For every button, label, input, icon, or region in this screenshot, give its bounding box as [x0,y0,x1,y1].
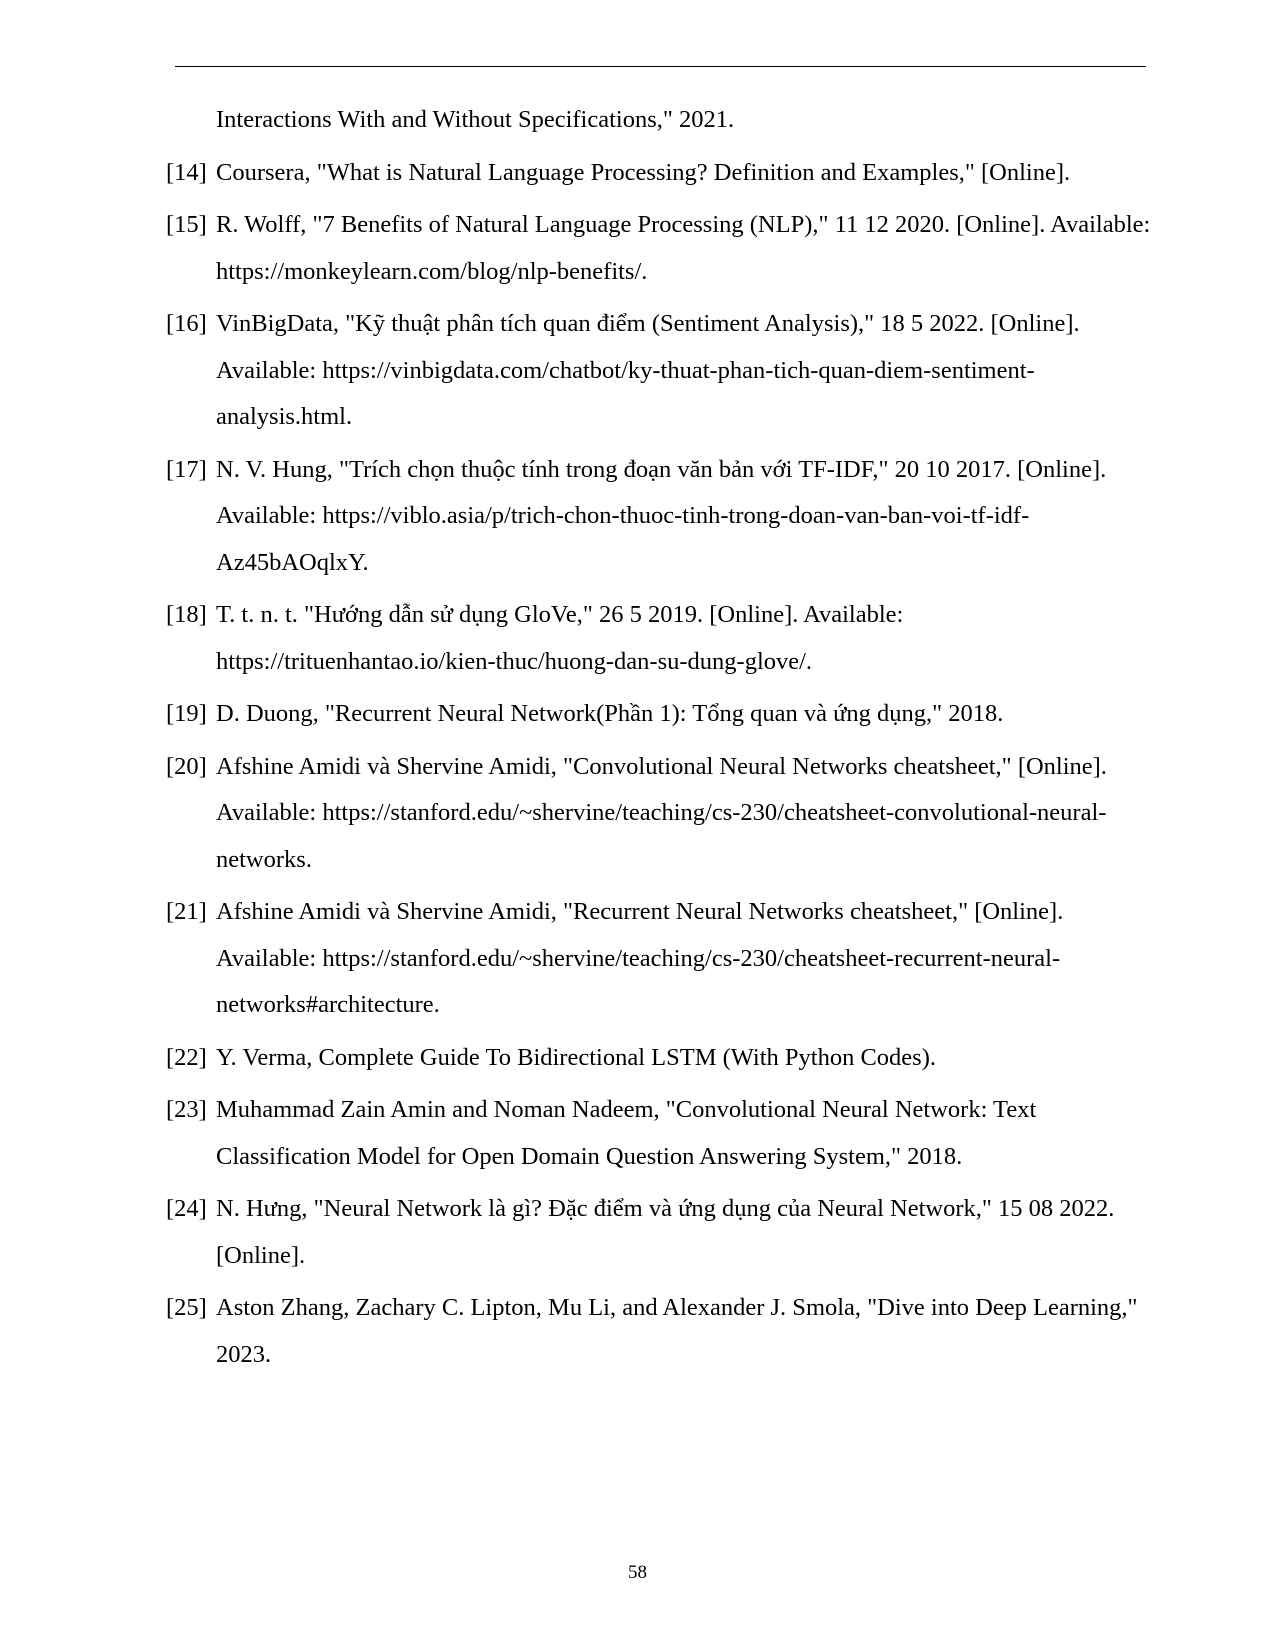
reference-22 [166,1035,1156,1082]
reference-text: D. Duong, "Recurrent Neural Network(Phần 1): Tổng quan và ứng dụng," 2018. [216,700,1004,727]
reference-list [166,97,1156,1384]
reference-number: [22] [166,1043,207,1071]
reference-15 [166,202,1156,295]
reference-20 [166,744,1156,884]
reference-number: [17] [166,455,207,483]
reference-text: N. Hưng, "Neural Network là gì? Đặc điểm và ứng dụng của Neural Network," 15 08 2022. [Online]. [216,1195,1115,1269]
reference-text: Afshine Amidi và Shervine Amidi, "Convolutional Neural Networks cheatsheet," [Online]. Available: https://stanford.edu/~shervine/teaching/cs-230/cheatsheet-convolutional-neural-networks. [216,752,1107,873]
reference-number: [21] [166,898,207,925]
reference-text: Muhammad Zain Amin and Noman Nadeem, "Convolutional Neural Network: Text Classification Model for Open Domain Question Answering System," 2018. [216,1096,1037,1170]
reference-17 [166,447,1156,587]
reference-text: VinBigData, "Kỹ thuật phân tích quan điểm (Sentiment Analysis)," 18 5 2022. [Online]. Available: https://vinbigdata.com/chatbot/ky-thuat-phan-tich-quan-diem-sentiment-analysis.html. [216,310,1080,430]
reference-14 [166,150,1156,197]
page-number: 58 [628,1562,647,1583]
reference-number: [23] [166,1096,207,1123]
reference-25 [166,1285,1156,1378]
reference-number: [16] [166,310,207,337]
header-rule [175,66,1146,67]
reference-text: R. Wolff, "7 Benefits of Natural Language Processing (NLP)," 11 12 2020. [Online]. Available: https://monkeylearn.com/blog/nlp-benefits/. [216,211,1151,285]
reference-number: [24] [166,1195,207,1222]
reference-text: Afshine Amidi và Shervine Amidi, "Recurrent Neural Networks cheatsheet," [Online]. Available: https://stanford.edu/~shervine/teaching/cs-230/cheatsheet-recurrent-neural-networks#architecture. [216,898,1064,1018]
reference-text: T. t. n. t. "Hướng dẫn sử dụng GloVe," 26 5 2019. [Online]. Available: https://trituenhantao.io/kien-thuc/huong-dan-su-dung-glove/. [216,601,904,675]
reference-19 [166,691,1156,738]
reference-continuation [166,97,1156,144]
reference-text: Coursera, "What is Natural Language Processing? Definition and Examples," [Online]. [216,158,1071,186]
reference-number: [19] [166,700,207,727]
reference-16 [166,301,1156,441]
reference-text: Aston Zhang, Zachary C. Lipton, Mu Li, and Alexander J. Smola, "Dive into Deep Learning," 2023. [216,1294,1138,1368]
reference-text: N. V. Hung, "Trích chọn thuộc tính trong đoạn văn bản với TF-IDF," 20 10 2017. [Online]. Available: https://viblo.asia/p/trich-chon-thuoc-tinh-trong-doan-van-ban-voi-tf-idf-Az45bAOqlxY. [216,455,1107,576]
reference-18 [166,592,1156,685]
reference-21 [166,889,1156,1029]
reference-number: [18] [166,601,207,628]
reference-text: Y. Verma, Complete Guide To Bidirectional LSTM (With Python Codes). [216,1043,936,1071]
reference-number: [20] [166,752,207,780]
reference-number: [25] [166,1294,207,1321]
reference-23 [166,1087,1156,1180]
reference-number: [14] [166,158,207,186]
reference-continuation-text: Interactions With and Without Specifications," 2021. [216,106,735,133]
reference-24 [166,1186,1156,1279]
reference-number: [15] [166,211,207,238]
